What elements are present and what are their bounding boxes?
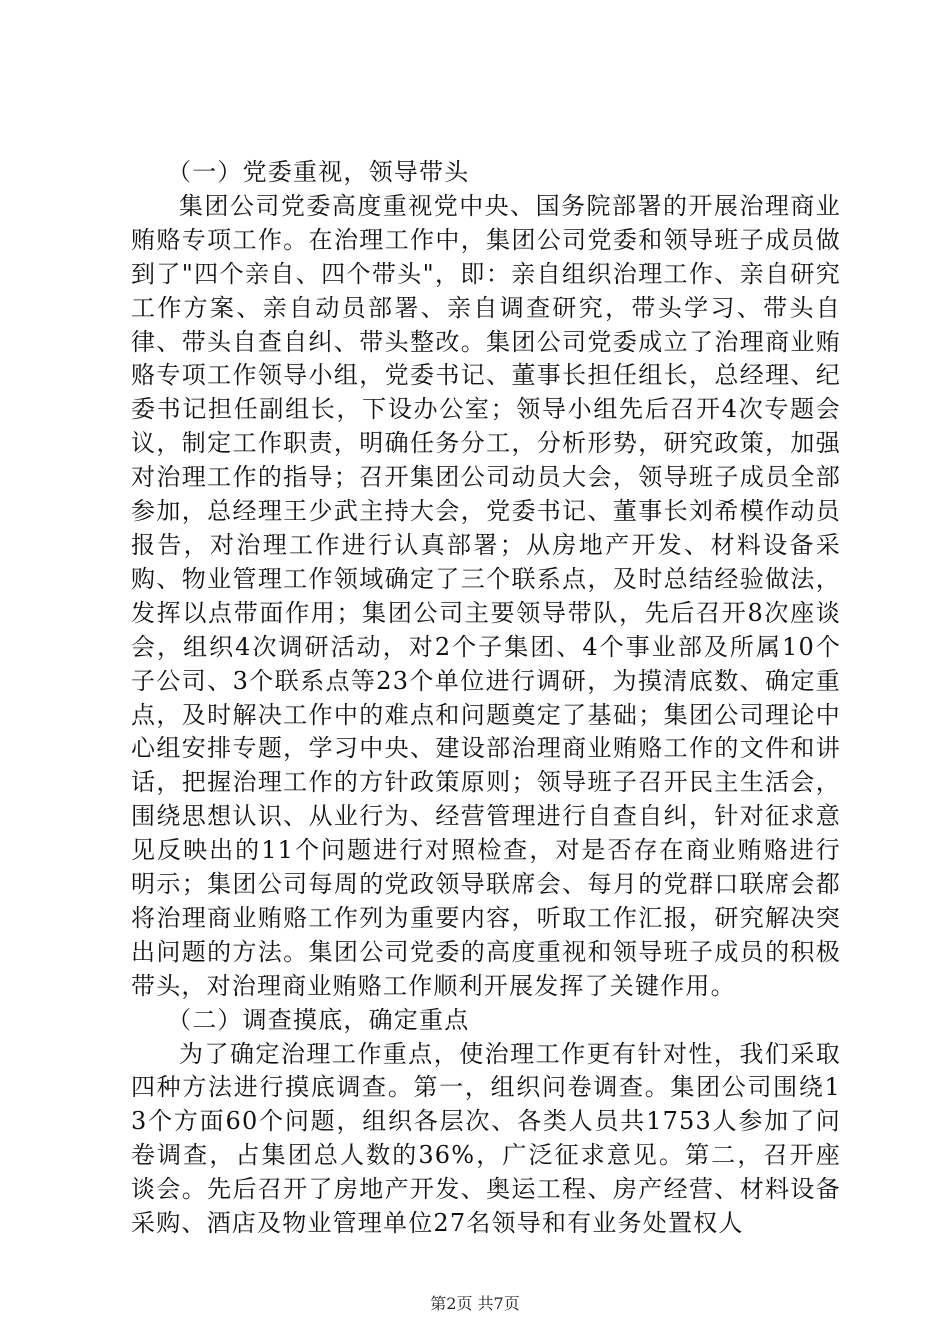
section-heading-2: （二）调查摸底，确定重点 bbox=[167, 1005, 470, 1034]
page-footer: 第2页 共7页 bbox=[430, 1294, 520, 1313]
document-body bbox=[131, 156, 841, 1241]
section-heading-1: （一）党委重视，领导带头 bbox=[167, 158, 470, 186]
paragraph-1: 集团公司党委高度重视党中央、国务院部署的开展治理商业贿赂专项工作。在治理工作中，集团公司党委和领导班子成员做到了"四个亲自、四个带头"，即：亲自组织治理工作、亲自研究工作方案、亲自动员部署、亲自调查研究，带头学习、带头自律、带头自查自纠、带头整改。集团公司党委成立了治理商业贿赂专项工作领导小组，党委书记、董事长担任组长，总经理、纪委书记担任副组长，下设办公室；领导小组先后召开4次专题会议，制定工作职责，明确任务分工，分析形势，研究政策，加强对治理工作的指导；召开集团公司动员大会，领导班子成员全部参加，总经理王少武主持大会，党委书记、董事长刘希模作动员报告，对治理工作进行认真部署；从房地产开发、材料设备采购、物业管理工作领域确定了三个联系点，及时总结经验做法，发挥以点带面作用；集团公司主要领导带队，先后召开8次座谈会，组织4次调研活动，对2个子集团、4个事业部及所属10个子公司、3个联系点等23个单位进行调研，为摸清底数、确定重点，及时解决工作中的难点和问题奠定了基础；集团公司理论中心组安排专题，学习中央、建设部治理商业贿赂工作的文件和讲话，把握治理工作的方针政策原则；领导班子召开民主生活会，围绕思想认识、从业行为、经营管理进行自查自纠，针对征求意见反映出的11个问题进行对照检查，对是否存在商业贿赂进行明示；集团公司每周的党政领导联席会、每月的党群口联席会都将治理商业贿赂工作列为重要内容，听取工作汇报，研究解决突出问题的方法。集团公司党委的高度重视和领导班子成员的积极带头，对治理商业贿赂工作顺利开展发挥了关键作用。 bbox=[131, 191, 841, 1000]
paragraph-2: 为了确定治理工作重点，使治理工作更有针对性，我们采取四种方法进行摸底调查。第一，组织问卷调查。集团公司围绕13个方面60个问题，组织各层次、各类人员共1753人参加了问卷调查，占集团总人数的36%，广泛征求意见。第二，召开座谈会。先后召开了房地产开发、奥运工程、房产经营、材料设备采购、酒店及物业管理单位27名领导和有业务处置权人 bbox=[131, 1039, 841, 1238]
